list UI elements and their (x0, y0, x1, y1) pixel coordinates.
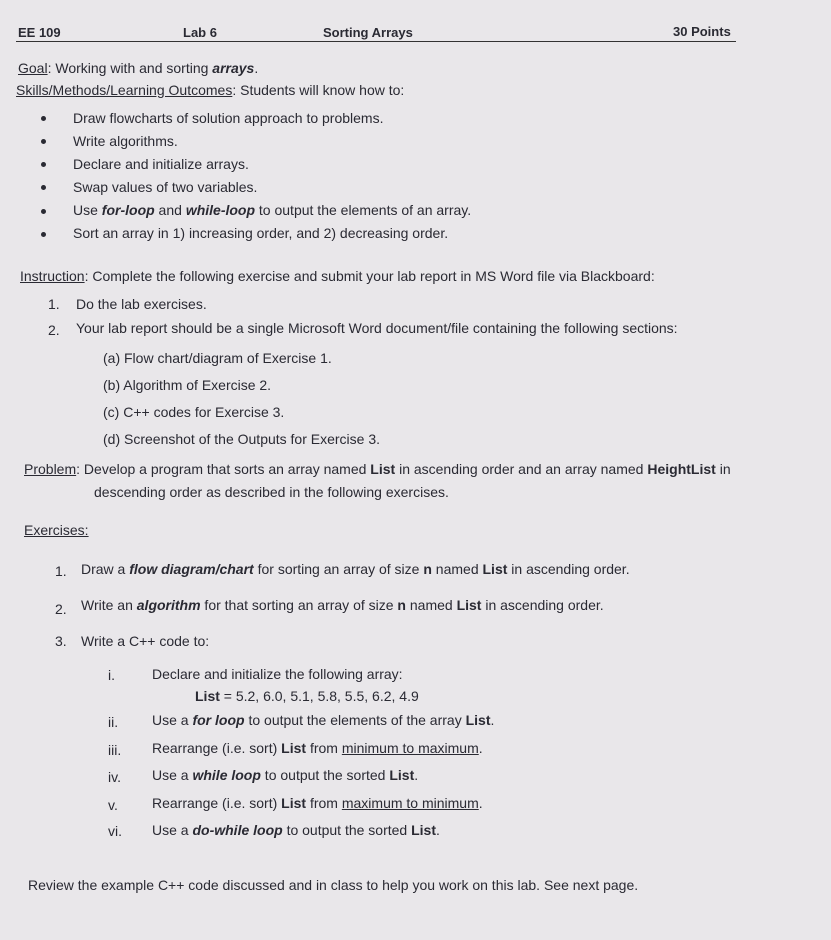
skills-label: Skills/Methods/Learning Outcomes (16, 82, 233, 98)
exercise-emphasis: flow diagram/chart (129, 561, 254, 577)
subitem-num: vi. (108, 823, 122, 839)
exercise-text: Write an (81, 597, 137, 613)
sub-text: . (490, 712, 495, 728)
skills-line (16, 82, 404, 98)
problem-continuation: descending order as described in the following exercises. (94, 484, 449, 500)
sub-text: . (414, 767, 419, 783)
sub-bold: List (281, 740, 307, 756)
exercise-emphasis: algorithm (136, 597, 201, 613)
exercise-bold: List (456, 597, 482, 613)
problem-array-name: HeightList (647, 461, 716, 477)
subitem-text (152, 795, 483, 811)
sub-text: to output the sorted (260, 767, 390, 783)
item-text: Use (73, 202, 102, 218)
exercise-num: 1. (55, 563, 67, 579)
report-section: (a) Flow chart/diagram of Exercise 1. (103, 350, 332, 366)
instruction-num: 1. (48, 296, 60, 312)
array-name: List (195, 688, 220, 704)
list-item: Draw flowcharts of solution approach to problems. (73, 110, 384, 126)
exercise-bold: List (482, 561, 508, 577)
instruction-item: Your lab report should be a single Microsoft Word document/file containing the following sections: (76, 320, 678, 336)
sub-bold: List (281, 795, 307, 811)
footer-note: Review the example C++ code discussed and in class to help you work on this lab. See next page. (28, 877, 639, 893)
exercise-text: in ascending order. (507, 561, 630, 577)
goal-period: . (254, 60, 259, 76)
bullet-icon (41, 209, 46, 214)
list-item: Swap values of two variables. (73, 179, 258, 195)
sub-text: to output the sorted (282, 822, 412, 838)
sub-text: from (306, 740, 342, 756)
sub-bold: List (465, 712, 491, 728)
subitem-num: ii. (108, 714, 119, 730)
report-section: (c) C++ codes for Exercise 3. (103, 404, 285, 420)
problem-text: in (715, 461, 731, 477)
instruction-item: Do the lab exercises. (76, 296, 207, 312)
exercise-text: named (431, 561, 483, 577)
bullet-icon (41, 139, 46, 144)
instruction-text: : Complete the following exercise and submit your lab report in MS Word file via Blackboard: (84, 268, 655, 284)
goal-emphasis: arrays (212, 60, 255, 76)
subitem-text (152, 740, 483, 756)
item-emphasis: for-loop (101, 202, 155, 218)
exercise-text: for sorting an array of size (253, 561, 424, 577)
lab-number: Lab 6 (183, 25, 217, 40)
subitem-text (152, 712, 494, 728)
header-rule (16, 41, 736, 42)
sub-text: Use a (152, 767, 193, 783)
sub-bold: List (411, 822, 436, 838)
array-initializer (195, 688, 419, 704)
bullet-icon (41, 116, 46, 121)
skills-text: : Students will know how to: (232, 82, 405, 98)
sub-underline: maximum to minimum (341, 795, 479, 811)
sub-text: . (478, 795, 483, 811)
goal-label: Goal (18, 60, 48, 76)
subitem-text (152, 822, 440, 838)
sub-emphasis: for loop (192, 712, 245, 728)
problem-label: Problem (24, 461, 77, 477)
sub-text: Use a (152, 712, 193, 728)
exercise-bold: n (423, 561, 432, 577)
exercise-num: 3. (55, 633, 67, 649)
bullet-icon (41, 162, 46, 167)
subitem-num: v. (108, 797, 118, 813)
exercise-text: named (405, 597, 457, 613)
exercise-text: for that sorting an array of size (200, 597, 398, 613)
exercises-heading: Exercises: (24, 522, 89, 538)
sub-text: Rearrange (i.e. sort) (152, 795, 282, 811)
list-item: Declare and initialize arrays. (73, 156, 249, 172)
report-section: (b) Algorithm of Exercise 2. (103, 377, 272, 393)
instruction-num: 2. (48, 322, 60, 338)
exercise-text: Draw a (81, 561, 130, 577)
lab-title: Sorting Arrays (323, 25, 413, 40)
sub-text: to output the elements of the array (244, 712, 466, 728)
sub-text: Use a (152, 822, 193, 838)
item-text: and (154, 202, 186, 218)
course-code: EE 109 (18, 25, 61, 40)
item-emphasis: while-loop (185, 202, 256, 218)
exercise-text: in ascending order. (481, 597, 604, 613)
sub-emphasis: do-while loop (192, 822, 283, 838)
subitem-num: i. (108, 667, 115, 683)
goal-text: : Working with and sorting (47, 60, 213, 76)
report-section: (d) Screenshot of the Outputs for Exercise 3. (103, 431, 381, 447)
item-text: to output the elements of an array. (255, 202, 472, 218)
points-value: 30 Points (673, 24, 731, 39)
subitem-text: Declare and initialize the following array: (152, 666, 403, 682)
array-values: = 5.2, 6.0, 5.1, 5.8, 5.5, 6.2, 4.9 (219, 688, 419, 704)
sub-bold: List (389, 767, 415, 783)
subitem-num: iv. (108, 769, 121, 785)
sub-text: . (478, 740, 483, 756)
sub-text: from (306, 795, 342, 811)
problem-text: : Develop a program that sorts an array named (76, 461, 371, 477)
list-item: Sort an array in 1) increasing order, and 2) decreasing order. (73, 225, 449, 241)
bullet-icon (41, 185, 46, 190)
exercise-bold: n (397, 597, 406, 613)
problem-line (24, 461, 731, 477)
problem-text: in ascending order and an array named (395, 461, 648, 477)
problem-array-name: List (370, 461, 396, 477)
exercise-num: 2. (55, 601, 67, 617)
exercise-item (81, 597, 604, 613)
sub-text: . (436, 822, 440, 838)
subitem-num: iii. (108, 742, 122, 758)
exercise-item (81, 561, 630, 577)
sub-underline: minimum to maximum (341, 740, 479, 756)
sub-emphasis: while loop (192, 767, 261, 783)
list-item: Write algorithms. (73, 133, 178, 149)
instruction-line (20, 268, 655, 284)
sub-text: Rearrange (i.e. sort) (152, 740, 282, 756)
instruction-label: Instruction (20, 268, 85, 284)
goal-line (18, 60, 258, 76)
bullet-icon (41, 232, 46, 237)
list-item (73, 202, 471, 218)
exercise-item: Write a C++ code to: (81, 633, 210, 649)
subitem-text (152, 767, 418, 783)
